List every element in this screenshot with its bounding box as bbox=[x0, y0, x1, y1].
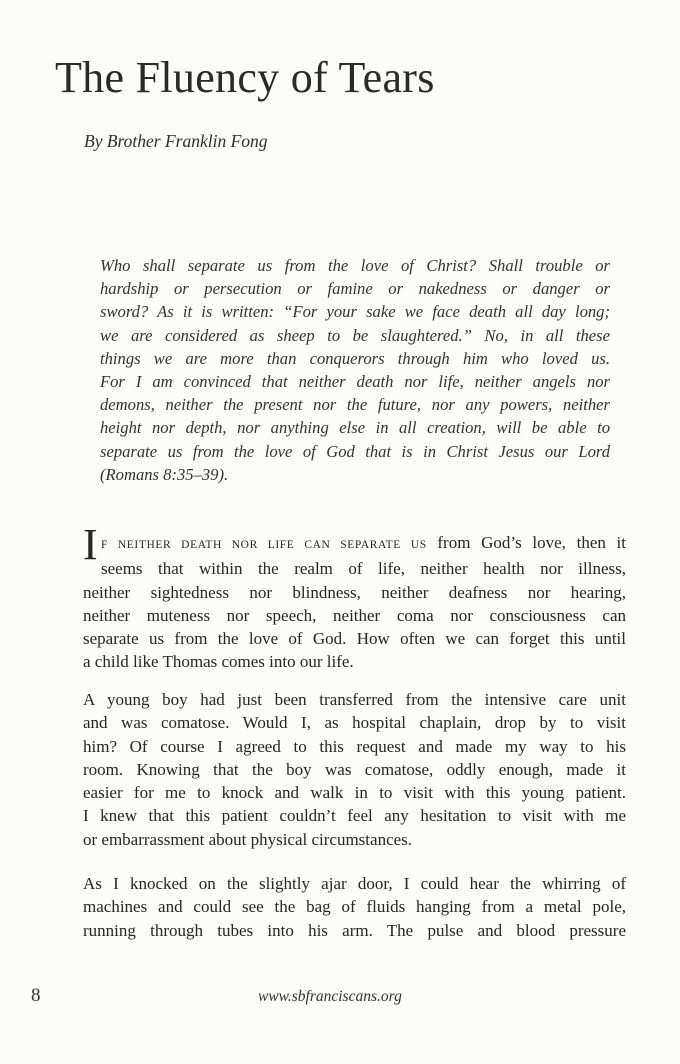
paragraph-line: As I knocked on the slightly ajar door, I could hear the whirring of bbox=[83, 874, 626, 893]
paragraph-line: room. Knowing that the boy was comatose, oddly enough, made it bbox=[83, 759, 626, 779]
paragraph-line: a child like Thomas comes into our life. bbox=[83, 652, 354, 672]
article-title: The Fluency of Tears bbox=[55, 53, 435, 102]
paragraph-line: him? Of course I agreed to this request and made my way to his bbox=[83, 736, 626, 756]
page-number: 8 bbox=[31, 985, 41, 1006]
paragraph-line: and was comatose. Would I, as hospital chaplain, drop by to visit bbox=[83, 713, 626, 733]
epigraph-quote bbox=[100, 254, 610, 486]
body-paragraph-3 bbox=[83, 872, 626, 942]
paragraph-line: neither sightedness nor blindness, neither deafness nor hearing, bbox=[83, 582, 626, 602]
body-paragraph-1 bbox=[83, 531, 626, 674]
paragraph-line: I knew that this patient couldn’t feel any hesitation to visit with me bbox=[83, 806, 626, 826]
paragraph-line: machines and could see the bag of fluids hanging from a metal pole, bbox=[83, 897, 626, 917]
paragraph-line: running through tubes into his arm. The pulse and blood pressure bbox=[83, 920, 626, 940]
epigraph-line: Who shall separate us from the love of Christ? Shall trouble or bbox=[100, 256, 610, 275]
paragraph-line: seems that within the realm of life, neither health nor illness, bbox=[101, 559, 626, 579]
body-paragraph-2 bbox=[83, 688, 626, 851]
epigraph-line: demons, neither the present nor the future, nor any powers, neither bbox=[100, 395, 610, 415]
epigraph-line: we are considered as sheep to be slaughtered.” No, in all these bbox=[100, 325, 610, 345]
paragraph-line-rest: from God’s love, then it bbox=[426, 533, 626, 552]
epigraph-line: height nor depth, nor anything else in all creation, will be able to bbox=[100, 418, 610, 438]
paragraph-line: neither muteness nor speech, neither coma nor consciousness can bbox=[83, 605, 626, 625]
paragraph-line: separate us from the love of God. How often we can forget this until bbox=[83, 629, 626, 649]
paragraph-line: easier for me to knock and walk in to visit with this young patient. bbox=[83, 783, 626, 803]
paragraph-line bbox=[101, 531, 626, 557]
epigraph-line: For I am convinced that neither death nor life, neither angels nor bbox=[100, 372, 610, 392]
epigraph-line: sword? As it is written: “For your sake we face death all day long; bbox=[100, 302, 610, 322]
article-byline: By Brother Franklin Fong bbox=[84, 131, 268, 151]
epigraph-line: separate us from the love of God that is in Christ Jesus our Lord bbox=[100, 441, 610, 461]
epigraph-line: hardship or persecution or famine or nakedness or danger or bbox=[100, 279, 610, 299]
paragraph-line: A young boy had just been transferred from the intensive care unit bbox=[83, 690, 626, 709]
epigraph-line: things we are more than conquerors through him who loved us. bbox=[100, 348, 610, 368]
paragraph-line: or embarrassment about physical circumstances. bbox=[83, 829, 413, 849]
footer-url: www.sbfranciscans.org bbox=[258, 988, 402, 1005]
small-caps-lead: F NEITHER DEATH NOR LIFE CAN SEPARATE US bbox=[101, 539, 427, 551]
drop-cap: I bbox=[83, 520, 98, 569]
epigraph-citation: (Romans 8:35–39). bbox=[100, 464, 229, 484]
